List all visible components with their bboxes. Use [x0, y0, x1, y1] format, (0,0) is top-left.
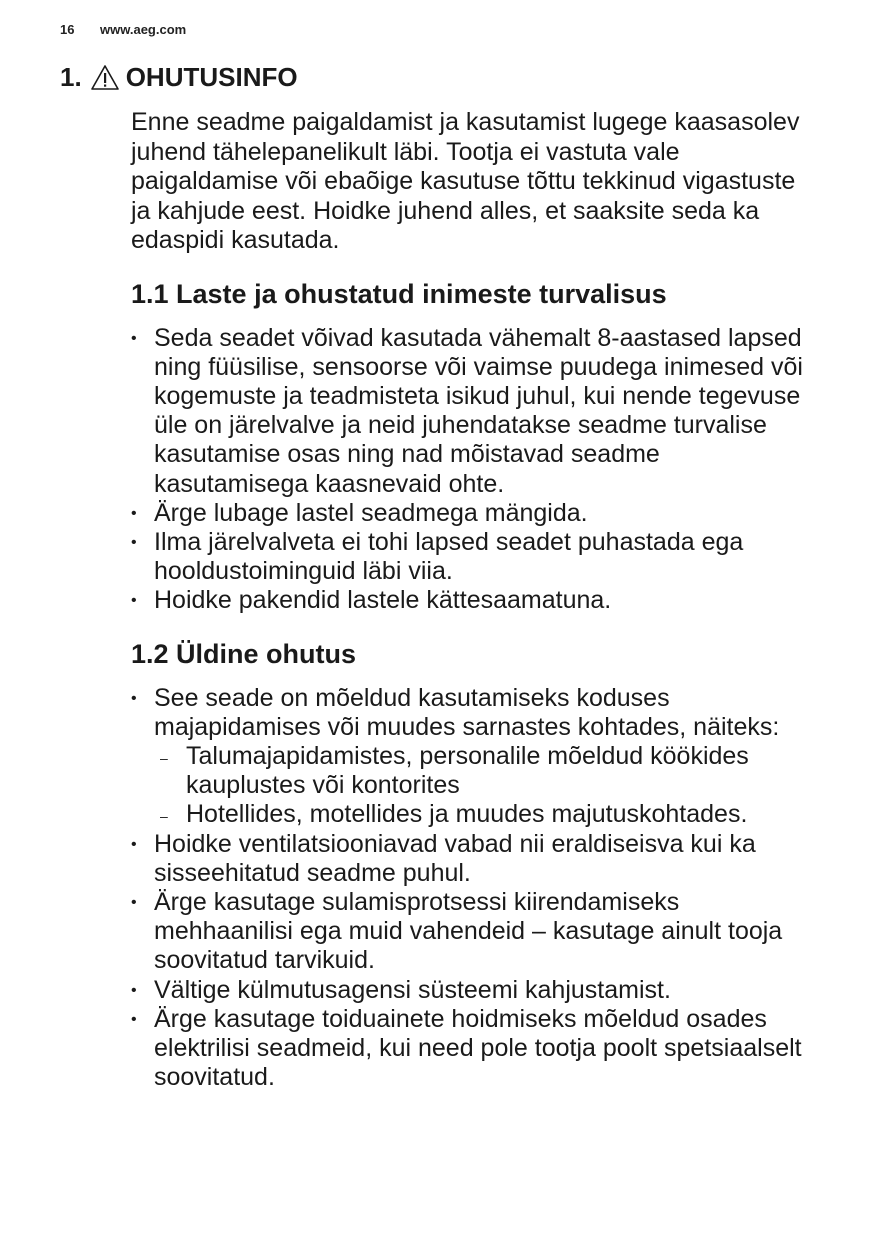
list-item: • Hoidke pakendid lastele kättesaamatuna.	[131, 586, 821, 615]
section-heading: OHUTUSINFO	[125, 62, 298, 92]
list-item	[131, 684, 821, 830]
intro-paragraph: Enne seadme paigaldamist ja kasutamist lugege kaasasolev juhend tähelepanelikult läbi. Tootja ei vastuta vale paigaldamise või ebaõige kasutuse tõttu tekkinud vigastuste ja kahjude eest. Hoidke juhend alles, et saaksite seda ka edaspidi kasutada.	[131, 108, 800, 254]
list-item: • Seda seadet võivad kasutada vähemalt 8-aastased lapsed ning füüsilise, sensoorse või vaimse puudega inimesed või kogemuste ja teadmisteta isikud juhul, kui nende tegevuse üle on järelvalve ja neid juhendatakse seadme turvalise kasutamise osas ning nad mõistavad seadme kasutamisega kaasnevaid ohte.	[131, 324, 821, 499]
sub-list-item: – Hotellides, motellides ja muudes majutuskohtades.	[154, 800, 821, 829]
website-link[interactable]: www.aeg.com	[100, 22, 187, 37]
child-safety-list	[131, 324, 821, 616]
page-header	[60, 22, 186, 37]
list-item: • Vältige külmutusagensi süsteemi kahjustamist.	[131, 976, 821, 1005]
section-title	[60, 62, 298, 93]
list-item: • Ärge kasutage sulamisprotsessi kiirendamiseks mehhaanilisi ega muid vahendeid – kasutage ainult tooja soovitatud tarvikuid.	[131, 888, 821, 976]
list-item: • Ärge kasutage toiduainete hoidmiseks mõeldud osades elektrilisi seadmeid, kui need pole tootja poolt spetsiaalselt soovitatud.	[131, 1005, 821, 1093]
section-number: 1.	[60, 62, 82, 92]
subsection-1-title: 1.1 Laste ja ohustatud inimeste turvalisus	[131, 278, 667, 309]
sub-list-item: – Talumajapidamistes, personalile mõeldud köökides kauplustes või kontorites	[154, 742, 821, 800]
general-safety-list	[131, 684, 821, 1093]
warning-icon	[90, 64, 120, 92]
list-item-text: See seade on mõeldud kasutamiseks koduses majapidamises või muudes sarnastes kohtades, näiteks:	[154, 683, 780, 741]
main-content	[131, 108, 821, 1092]
list-item: • Ärge lubage lastel seadmega mängida.	[131, 499, 821, 528]
page-number: 16	[60, 22, 75, 37]
list-item: • Hoidke ventilatsiooniavad vabad nii eraldiseisva kui ka sisseehitatud seadme puhul.	[131, 830, 821, 888]
sub-list	[154, 742, 821, 830]
list-item: • Ilma järelvalveta ei tohi lapsed seadet puhastada ega hooldustoiminguid läbi viia.	[131, 528, 821, 586]
subsection-2-title: 1.2 Üldine ohutus	[131, 638, 357, 669]
